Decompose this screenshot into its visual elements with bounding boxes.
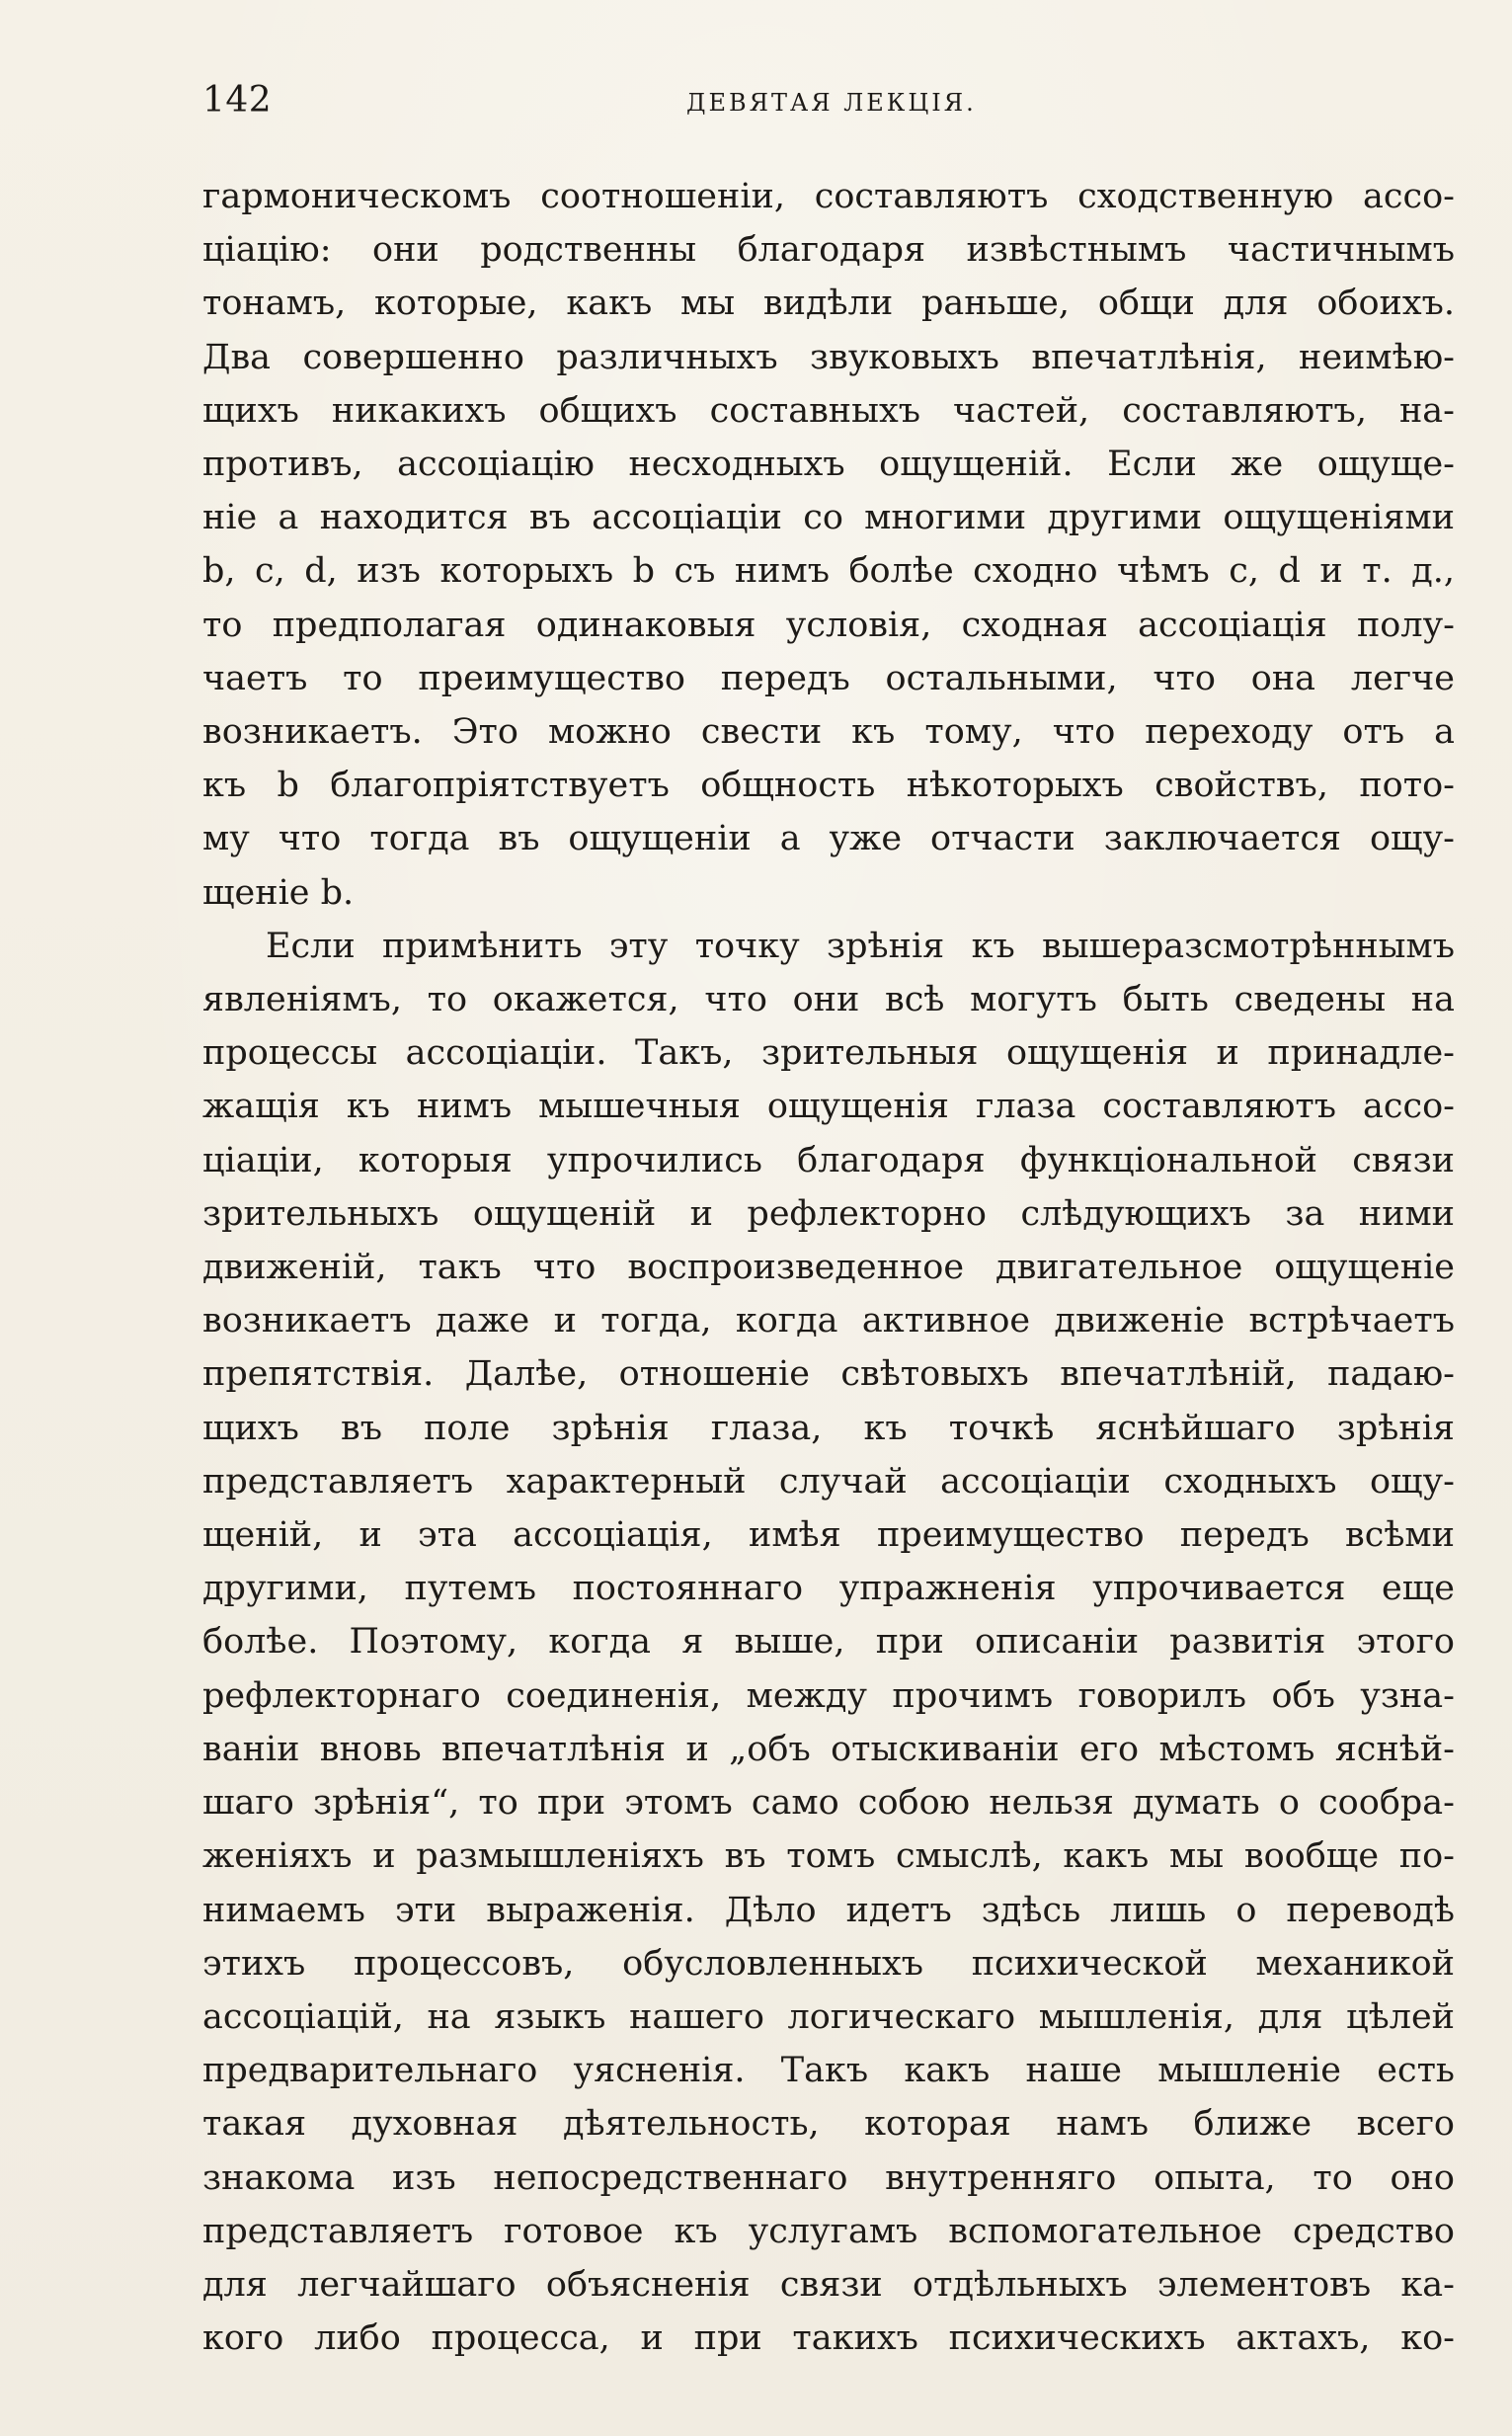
text-line: ванiи вновь впечатлѣнiя и „объ отыскиванiи его мѣстомъ яснѣй- bbox=[202, 1729, 1455, 1769]
text-line: представляетъ готовое къ услугамъ вспомогательное средство bbox=[202, 2211, 1455, 2251]
text-line: для легчайшаго объясненiя связи отдѣльныхъ элементовъ ка- bbox=[202, 2264, 1455, 2305]
text-line: представляетъ характерный случай ассоцiацiи сходныхъ ощу- bbox=[202, 1461, 1455, 1502]
running-head: ДЕВЯТАЯ ЛЕКЦІЯ. bbox=[686, 89, 977, 117]
text-line: гармоническомъ соотношенiи, составляютъ сходственную ассо- bbox=[202, 177, 1455, 216]
text-line: щихъ никакихъ общихъ составныхъ частей, составляютъ, на- bbox=[202, 390, 1455, 431]
text-line: жащiя къ нимъ мышечныя ощущенiя глаза составляютъ ассо- bbox=[202, 1087, 1455, 1127]
text-line: зрительныхъ ощущенiй и рефлекторно слѣдующихъ за ними bbox=[202, 1193, 1455, 1234]
text-line: щенiй, и эта ассоцiацiя, имѣя преимущество передъ всѣми bbox=[202, 1515, 1455, 1556]
text-line: препятствiя. Далѣе, отношенiе свѣтовыхъ впечатлѣнiй, падаю- bbox=[202, 1354, 1455, 1395]
text-line: такая духовная дѣятельность, которая намъ ближе всего bbox=[202, 2104, 1455, 2145]
text-line: другими, путемъ постояннаго упражненiя упрочивается еще bbox=[202, 1569, 1455, 1609]
text-line: этихъ процессовъ, обусловленныхъ психической механикой bbox=[202, 1943, 1455, 1984]
text-line: шаго зрѣнiя“, то при этомъ само собою нельзя думать о сообра- bbox=[202, 1783, 1455, 1824]
paragraph-1 bbox=[202, 170, 1455, 920]
text-line: женiяхъ и размышленiяхъ въ томъ смыслѣ, какъ мы вообще по- bbox=[202, 1836, 1455, 1877]
text-line: цiацiи, которыя упрочились благодаря функцiональной связи bbox=[202, 1140, 1455, 1180]
text-line: рефлекторнаго соединенiя, между прочимъ говорилъ объ узна- bbox=[202, 1675, 1455, 1716]
text-line: къ b благопрiятствуетъ общность нѣкоторыхъ свойствъ, пото- bbox=[202, 766, 1455, 806]
text-line: возникаетъ даже и тогда, когда активное движенiе встрѣчаетъ bbox=[202, 1301, 1455, 1341]
text-line: противъ, ассоцiацiю несходныхъ ощущенiй. Если же ощуще- bbox=[202, 445, 1455, 485]
text-line: болѣе. Поэтому, когда я выше, при описанiи развитiя этого bbox=[202, 1622, 1455, 1663]
text-line: кого либо процесса, и при такихъ психическихъ актахъ, ко- bbox=[202, 2318, 1455, 2359]
text-line: Два совершенно различныхъ звуковыхъ впечатлѣнiя, неимѣю- bbox=[202, 337, 1455, 377]
text-line: явленiямъ, то окажется, что они всѣ могутъ быть сведены на bbox=[202, 980, 1455, 1020]
text-line: знакома изъ непосредственнаго внутренняго опыта, то оно bbox=[202, 2157, 1455, 2198]
text-line: ассоцiацiй, на языкъ нашего логическаго мышленiя, для цѣлей bbox=[202, 1996, 1455, 2037]
text-line: то предполагая одинаковыя условiя, сходная ассоцiацiя полу- bbox=[202, 605, 1455, 645]
text-line: b, c, d, изъ которыхъ b съ нимъ болѣе сходно чѣмъ c, d и т. д., bbox=[202, 551, 1455, 592]
page-header bbox=[202, 73, 1455, 128]
page-number: 142 bbox=[202, 80, 273, 121]
text-line: процессы ассоцiацiи. Такъ, зрительныя ощущенiя и принадле- bbox=[202, 1033, 1455, 1074]
paragraph-2 bbox=[202, 920, 1455, 2365]
text-line: тонамъ, которые, какъ мы видѣли раньше, общи для обоихъ. bbox=[202, 284, 1455, 324]
text-line: му что тогда въ ощущенiи a уже отчасти заключается ощу- bbox=[202, 819, 1455, 859]
text-line: щенiе b. bbox=[202, 872, 355, 913]
text-line: возникаетъ. Это можно свести къ тому, что переходу отъ a bbox=[202, 712, 1455, 753]
page-text bbox=[202, 170, 1455, 2365]
text-line: нiе a находится въ ассоцiацiи со многими другими ощущенiями bbox=[202, 498, 1455, 538]
text-line: чаетъ то преимущество передъ остальными, что она легче bbox=[202, 658, 1455, 698]
text-line: нимаемъ эти выраженiя. Дѣло идетъ здѣсь лишь о переводѣ bbox=[202, 1890, 1455, 1930]
text-line: цiацiю: они родственны благодаря извѣстнымъ частичнымъ bbox=[202, 230, 1455, 271]
text-line: Если примѣнить эту точку зрѣнiя къ вышеразсмотрѣннымъ bbox=[266, 926, 1455, 966]
text-line: предварительнаго уясненiя. Такъ какъ наше мышленiе есть bbox=[202, 2051, 1455, 2091]
text-line: движенiй, такъ что воспроизведенное двигательное ощущенiе bbox=[202, 1248, 1455, 1288]
text-line: щихъ въ поле зрѣнiя глаза, къ точкѣ яснѣйшаго зрѣнiя bbox=[202, 1408, 1455, 1448]
